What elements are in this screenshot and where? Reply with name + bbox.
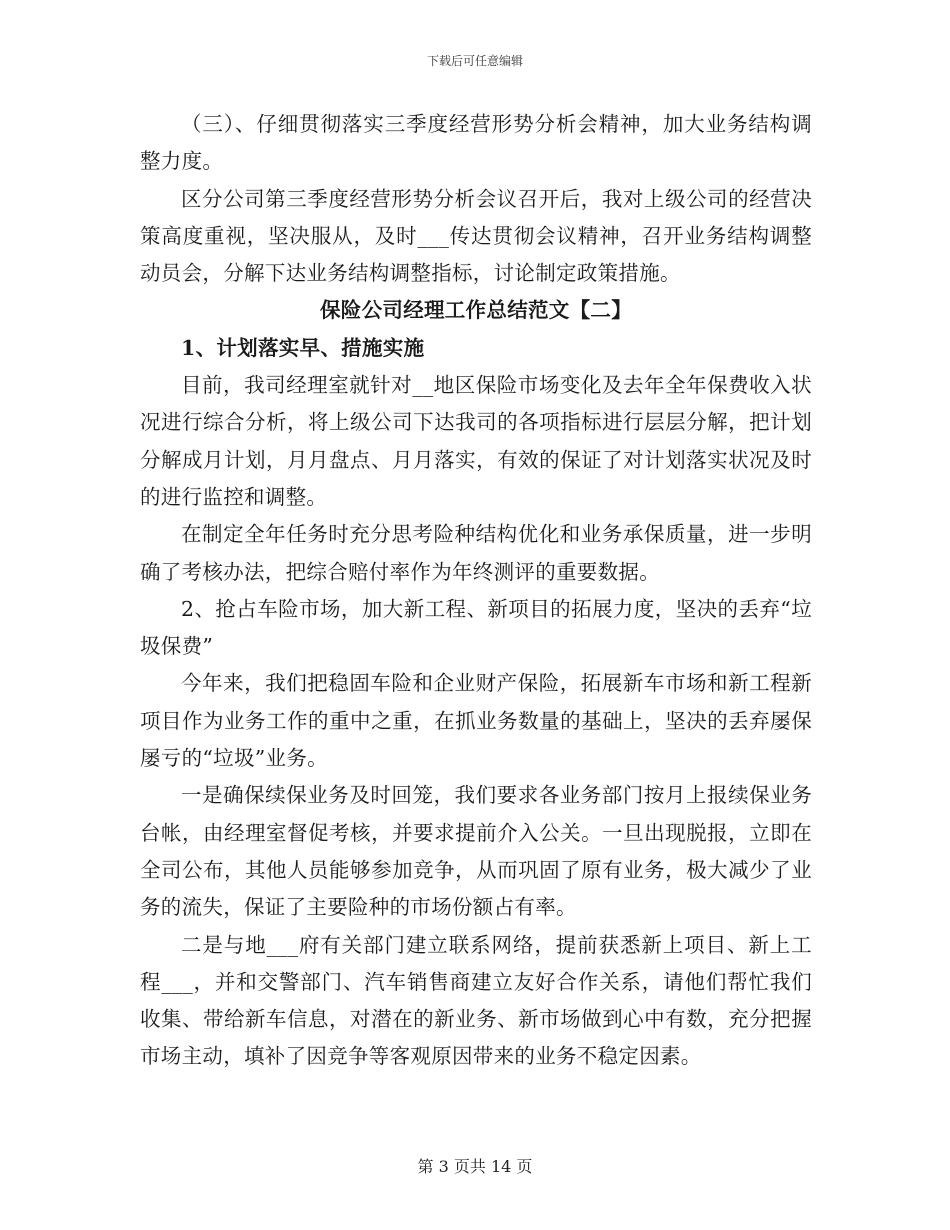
paragraph-meeting: 区分公司第三季度经营形势分析会议召开后，我对上级公司的经营决策高度重视，坚决服从，及时___传达贯彻会议精神，召开业务结构调整动员会，分解下达业务结构调整指标，讨论制定政策措施。 xyxy=(140,186,812,286)
paragraph-section-three: （三）、仔细贯彻落实三季度经营形势分析会精神，加大业务结构调整力度。 xyxy=(140,112,812,174)
heading-car-insurance: 2、抢占车险市场，加大新工程、新项目的拓展力度，坚决的丢弃“垃圾保费” xyxy=(140,596,812,659)
heading-plan: 1、计划落实早、措施实施 xyxy=(181,335,425,360)
page-header: 下载后可任意编辑 xyxy=(426,54,523,68)
paragraph-point-two: 二是与地___府有关部门建立联系网络，提前获悉新上项目、新上工程___，并和交警部门、汽车销售商建立友好合作关系，请他们帮忙我们收集、带给新车信息，对潜在的新业务、新市场做到心中有数，充分把握市场主动，填补了因竞争等客观原因带来的业务不稳定因素。 xyxy=(140,932,812,1069)
paragraph-annual-task: 在制定全年任务时充分思考险种结构优化和业务承保质量，进一步明确了考核办法，把综合赔付率作为年终测评的重要数据。 xyxy=(140,522,812,584)
document-body xyxy=(140,106,812,1076)
paragraph-current: 目前，我司经理室就针对__地区保险市场变化及去年全年保费收入状况进行综合分析，将上级公司下达我司的各项指标进行层层分解，把计划分解成月计划，月月盘点、月月落实，有效的保证了对计划落实状况及时的进行监控和调整。 xyxy=(140,373,812,509)
paragraph-this-year: 今年来，我们把稳固车险和企业财产保险，拓展新车市场和新工程新项目作为业务工作的重中之重，在抓业务数量的基础上，坚决的丢弃屡保屡亏的“垃圾”业务。 xyxy=(140,671,812,771)
document-title: 保险公司经理工作总结范文【二】 xyxy=(320,298,632,323)
paragraph-point-one: 一是确保续保业务及时回笼，我们要求各业务部门按月上报续保业务台帐，由经理室督促考核，并要求提前介入公关。一旦出现脱报，立即在全司公布，其他人员能够参加竞争，从而巩固了原有业务，极大减少了业务的流失，保证了主要险种的市场份额占有率。 xyxy=(140,783,812,920)
page-number: 第 3 页共 14 页 xyxy=(417,1157,533,1176)
